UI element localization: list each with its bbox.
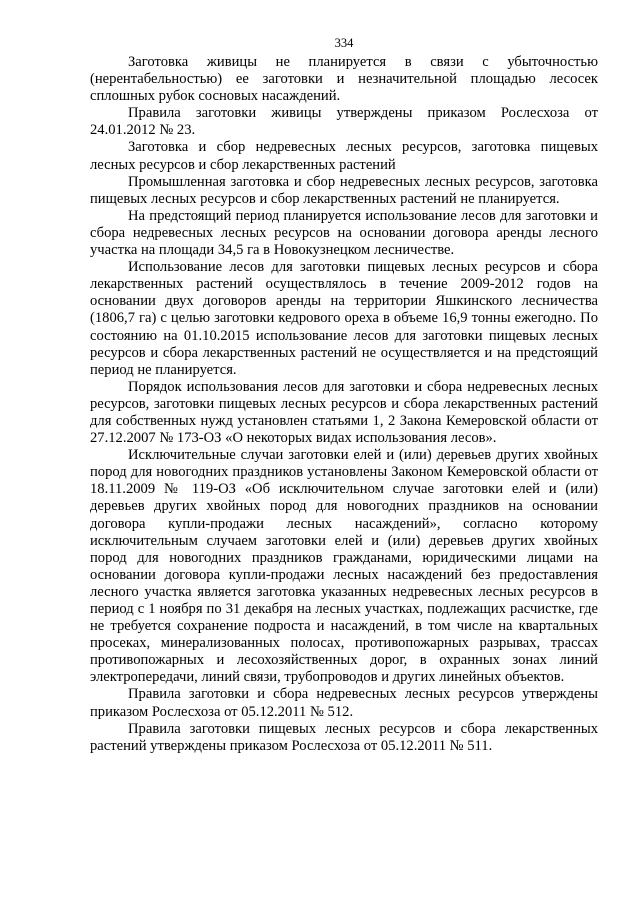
- paragraph: Заготовка живицы не планируется в связи с убыточностью (нерентабельностью) ее заготовки и незначительной площадью лесосек сплошных рубок сосновых насаждений.: [90, 54, 598, 105]
- page-number: 334: [334, 36, 354, 50]
- paragraph: Исключительные случаи заготовки елей и (или) деревьев других хвойных пород для новогодних праздников установлены Законом Кемеровской области от 18.11.2009 № 119-ОЗ «Об исключительном случае заготовки елей и (или) деревьев других хвойных пород для новогодних праздников на основании договора купли-продажи лесных насаждений», согласно которому исключительным случаем заготовки елей и (или) деревьев других хвойных пород для новогодних праздников гражданами, юридическими лицами на основании договора купли-продажи лесных насаждений без предоставления лесного участка является заготовка указанных недревесных лесных ресурсов в период с 1 ноября по 31 декабря на лесных участках, подлежащих расчистке, где не требуется сохранение подроста и насаждений, в том числе на квартальных просеках, минерализованных полосах, противопожарных разрывах, трассах противопожарных и лесохозяйственных дорог, в охранных зонах линий электропередачи, линий связи, трубопроводов и других линейных объектов.: [90, 447, 598, 686]
- paragraph: Правила заготовки и сбора недревесных лесных ресурсов утверждены приказом Рослесхоза от 05.12.2011 № 512.: [90, 686, 598, 720]
- paragraph: На предстоящий период планируется использование лесов для заготовки и сбора недревесных лесных ресурсов на основании договора аренды лесного участка на площади 34,5 га в Новокузнецком лесничестве.: [90, 207, 598, 259]
- paragraph: Правила заготовки живицы утверждены приказом Рослесхоза от 24.01.2012 № 23.: [90, 105, 598, 139]
- body-text: [90, 54, 598, 755]
- paragraph: Порядок использования лесов для заготовки и сбора недревесных лесных ресурсов, заготовки пищевых лесных ресурсов и сбора лекарственных растений для собственных нужд установлен статьями 1, 2 Закона Кемеровской области от 27.12.2007 № 173-ОЗ «О некоторых видах использования лесов».: [90, 378, 598, 447]
- paragraph: Правила заготовки пищевых лесных ресурсов и сбора лекарственных растений утверждены приказом Рослесхоза от 05.12.2011 № 511.: [90, 720, 598, 754]
- section-heading: Заготовка и сбор недревесных лесных ресурсов, заготовка пищевых лесных ресурсов и сбор лекарственных растений: [90, 139, 598, 173]
- paragraph: Использование лесов для заготовки пищевых лесных ресурсов и сбора лекарственных растений осуществлялось в течение 2009-2012 годов на основании двух договоров аренды на территории Яшкинского лесничества (1806,7 га) с целью заготовки кедрового ореха в объеме 16,9 тонны ежегодно. По состоянию на 01.10.2015 использование лесов для заготовки пищевых лесных ресурсов и сбора лекарственных растений не осуществляется и на предстоящий период не планируется.: [90, 259, 598, 378]
- paragraph: Промышленная заготовка и сбор недревесных лесных ресурсов, заготовка пищевых лесных ресурсов и сбор лекарственных растений не планируется.: [90, 173, 598, 207]
